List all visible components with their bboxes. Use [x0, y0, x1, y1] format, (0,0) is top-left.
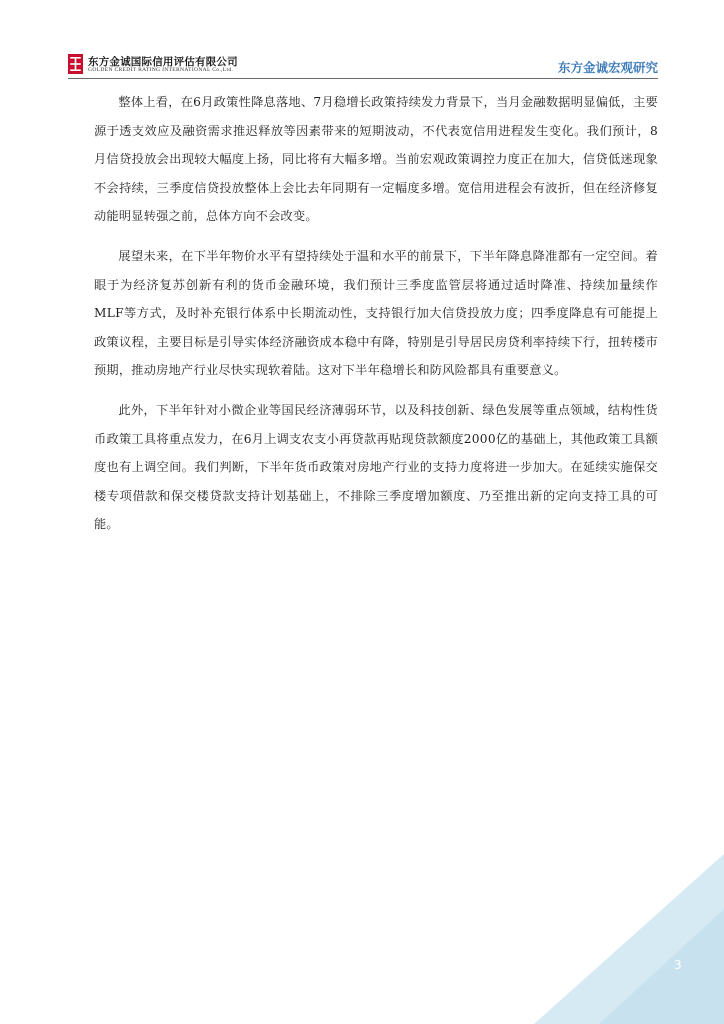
company-logo-icon: [68, 54, 83, 74]
document-body: [94, 88, 658, 550]
header-divider: [68, 78, 658, 79]
paragraph-outlook: 展望未来，在下半年物价水平有望持续处于温和水平的前景下，下半年降息降准都有一定空间。着眼于为经济复苏创新有利的货币金融环境，我们预计三季度监管层将通过适时降准、持续加量续作MLF等方式，及时补充银行体系中长期流动性，支持银行加大信贷投放力度；四季度降息有可能提上政策议程，主要目标是引导实体经济融资成本稳中有降，特别是引导居民房贷利率持续下行，扭转楼市预期，推动房地产行业尽快实现软着陆。这对下半年稳增长和防风险都具有重要意义。: [94, 248, 658, 378]
company-logo: [68, 54, 238, 76]
company-name-en: GOLDEN CREDIT RATING INTERNATIONAL Co.,Ltd.: [88, 67, 234, 73]
report-series-title: 东方金诚宏观研究: [557, 60, 658, 75]
paragraph-structural-tools: 此外，下半年针对小微企业等国民经济薄弱环节，以及科技创新、绿色发展等重点领域，结构性货币政策工具将重点发力，在6月上调支农支小再贷款再贴现贷款额度2000亿的基础上，其他政策工具额度也有上调空间。我们判断，下半年货币政策对房地产行业的支持力度将进一步加大。在延续实施保交楼专项借款和保交楼贷款支持计划基础上，不排除三季度增加额度、乃至推出新的定向支持工具的可能。: [94, 402, 658, 532]
page-number: 3: [674, 958, 682, 972]
page-header: [0, 0, 724, 80]
paragraph-overview: 整体上看，在6月政策性降息落地、7月稳增长政策持续发力背景下，当月金融数据明显偏低，主要源于透支效应及融资需求推迟释放等因素带来的短期波动，不代表宽信用进程发生变化。我们预计，8月信贷投放会出现较大幅度上扬，同比将有大幅多增。当前宏观政策调控力度正在加大，信贷低迷现象不会持续，三季度信贷投放整体上会比去年同期有一定幅度多增。宽信用进程会有波折，但在经济修复动能明显转强之前，总体方向不会改变。: [94, 95, 658, 224]
company-name-cn: 东方金诚国际信用评估有限公司: [88, 56, 238, 68]
corner-decoration: [484, 854, 724, 1024]
